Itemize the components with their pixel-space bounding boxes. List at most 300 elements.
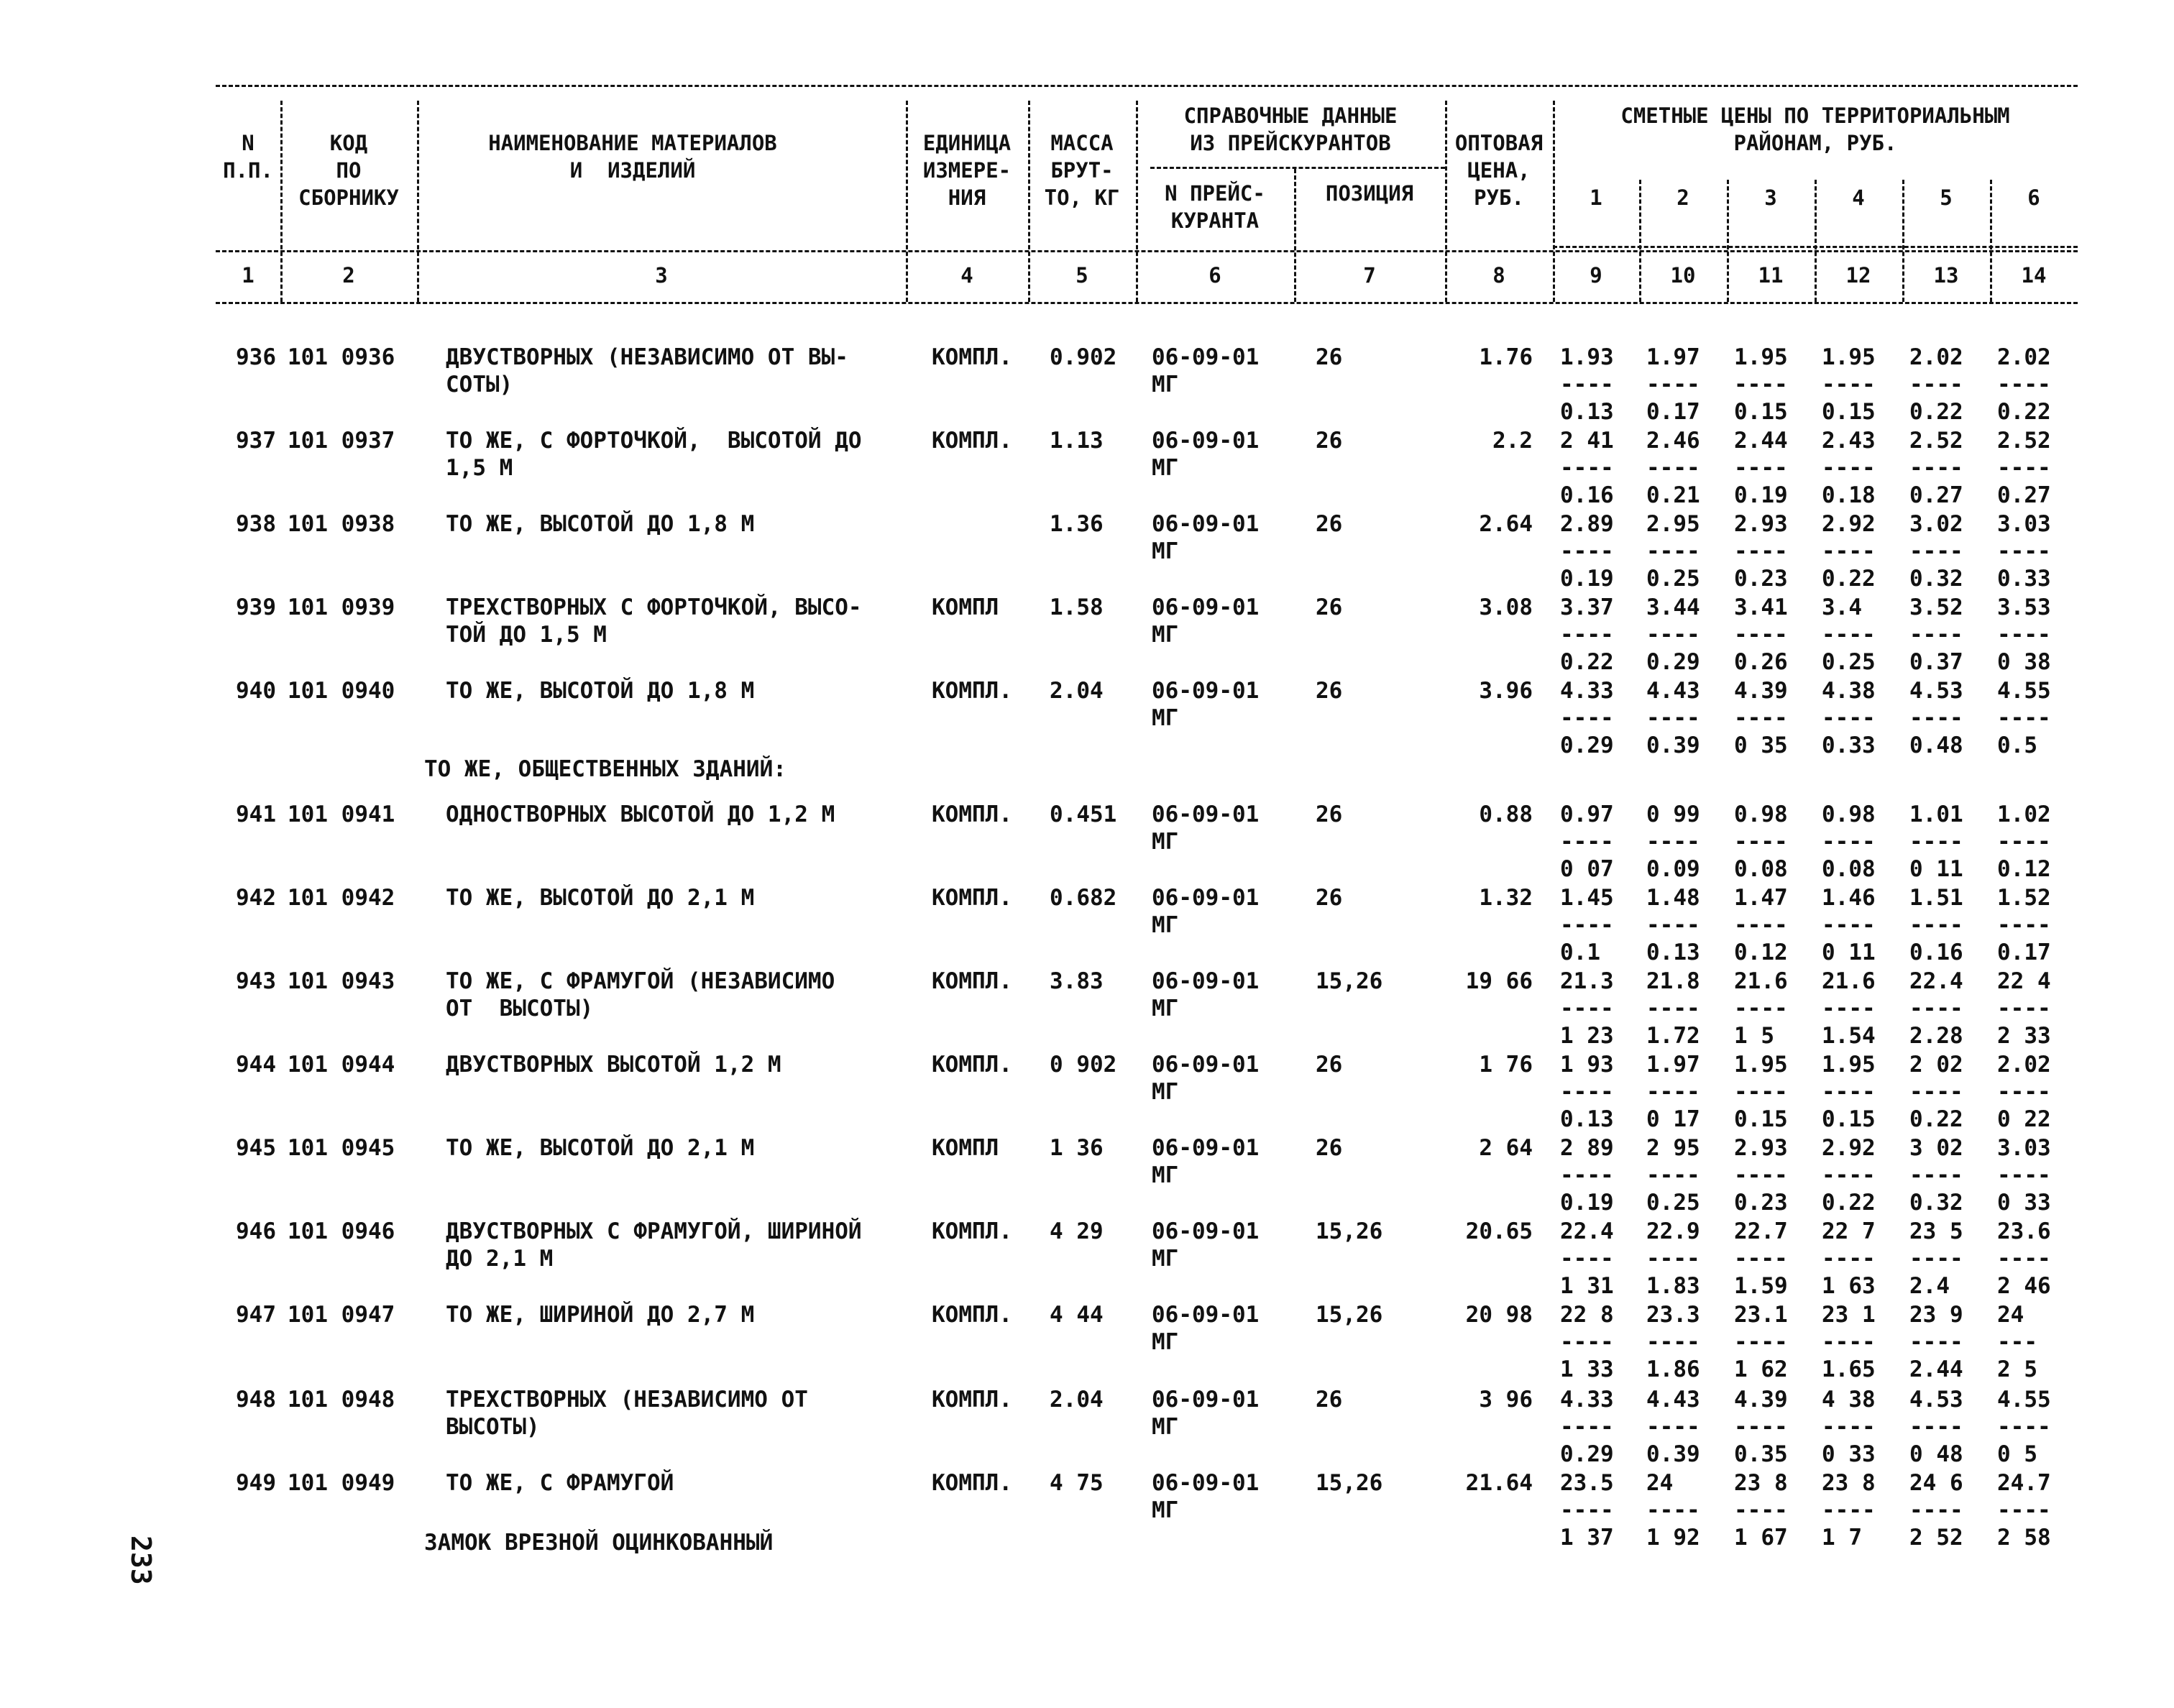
region-price-component: 0 33 xyxy=(1997,1190,2051,1216)
fraction-separator: ---- xyxy=(1734,372,1788,398)
fraction-separator: ---- xyxy=(1822,455,1876,481)
fraction-separator: ---- xyxy=(1560,1414,1614,1440)
fraction-separator: ---- xyxy=(1734,622,1788,648)
fraction-separator: ---- xyxy=(1822,1079,1876,1105)
region-price-component: 0 38 xyxy=(1997,649,2051,675)
fraction-separator: ---- xyxy=(1909,1246,1963,1272)
colnum-6: 6 xyxy=(1208,263,1221,288)
row-number: 948 xyxy=(236,1387,276,1413)
fraction-separator: ---- xyxy=(1822,912,1876,938)
row-position: 26 xyxy=(1316,802,1343,827)
fraction-separator: ---- xyxy=(1646,455,1700,481)
region-price-total: 2 89 xyxy=(1560,1135,1614,1161)
region-price-component: 0 48 xyxy=(1909,1441,1963,1467)
fraction-separator: ---- xyxy=(1734,705,1788,731)
region-price-component: 1.65 xyxy=(1822,1356,1876,1382)
region-price-total: 2.46 xyxy=(1646,428,1700,454)
region-price-component: 0.29 xyxy=(1560,733,1614,758)
fraction-separator: ---- xyxy=(1734,1162,1788,1188)
row-wholesale-price: 0.88 xyxy=(1479,802,1533,827)
header-col-5: МАССА БРУТ- ТО, КГ xyxy=(1044,131,1120,210)
row-pricelist: 06-09-01 xyxy=(1152,1218,1260,1244)
region-price-total: 4.39 xyxy=(1734,678,1788,704)
colnum-2: 2 xyxy=(342,263,355,288)
region-price-component: 0.15 xyxy=(1734,399,1788,425)
header-region-1: 1 xyxy=(1590,185,1602,210)
region-price-total: 3.03 xyxy=(1997,1135,2051,1161)
region-price-total: 23.1 xyxy=(1734,1302,1788,1328)
row-name-line1: ОДНОСТВОРНЫХ ВЫСОТОЙ ДО 1,2 М xyxy=(446,802,835,827)
region-price-component: 0 07 xyxy=(1560,856,1614,882)
fraction-separator: ---- xyxy=(1646,705,1700,731)
row-mass: 1 36 xyxy=(1050,1135,1104,1161)
row-code: 101 0942 xyxy=(288,885,395,911)
row-pricelist: 06-09-01 xyxy=(1152,344,1260,370)
region-price-component: 2 58 xyxy=(1997,1525,2051,1551)
row-name-line2: ВЫСОТЫ) xyxy=(446,1414,540,1440)
region-price-component: 0.1 xyxy=(1560,940,1600,965)
region-price-component: 1 63 xyxy=(1822,1273,1876,1299)
fraction-separator: ---- xyxy=(1560,996,1614,1021)
region-price-component: 0.22 xyxy=(1822,1190,1876,1216)
fraction-separator: ---- xyxy=(1997,1246,2051,1272)
fraction-separator: ---- xyxy=(1909,1497,1963,1523)
row-pricelist-suffix: МГ xyxy=(1152,705,1179,731)
row-number: 943 xyxy=(236,968,276,994)
region-price-component: 2.28 xyxy=(1909,1023,1963,1049)
row-pricelist-suffix: МГ xyxy=(1152,996,1179,1021)
region-price-total: 4.33 xyxy=(1560,1387,1614,1413)
row-position: 26 xyxy=(1316,428,1343,454)
row-wholesale-price: 21.64 xyxy=(1465,1470,1533,1496)
row-mass: 4 29 xyxy=(1050,1218,1104,1244)
region-price-component: 2.44 xyxy=(1909,1356,1963,1382)
fraction-separator: ---- xyxy=(1997,1497,2051,1523)
row-pricelist: 06-09-01 xyxy=(1152,1135,1260,1161)
colnum-7: 7 xyxy=(1363,263,1376,288)
fraction-separator: ---- xyxy=(1909,912,1963,938)
fraction-separator: ---- xyxy=(1997,372,2051,398)
row-mass: 1.58 xyxy=(1050,594,1104,620)
region-price-component: 0.25 xyxy=(1646,566,1700,592)
region-price-component: 0.13 xyxy=(1560,399,1614,425)
region-price-total: 22 4 xyxy=(1997,968,2051,994)
row-position: 26 xyxy=(1316,885,1343,911)
fraction-separator: ---- xyxy=(1560,1329,1614,1355)
fraction-separator: ---- xyxy=(1997,622,2051,648)
fraction-separator: ---- xyxy=(1560,705,1614,731)
region-price-component: 0.16 xyxy=(1909,940,1963,965)
region-price-total: 2.43 xyxy=(1822,428,1876,454)
region-price-component: 1.83 xyxy=(1646,1273,1700,1299)
region-price-component: 1 31 xyxy=(1560,1273,1614,1299)
region-price-component: 0.27 xyxy=(1909,482,1963,508)
row-name-line2: ДО 2,1 М xyxy=(446,1246,554,1272)
row-pricelist-suffix: МГ xyxy=(1152,1162,1179,1188)
region-price-total: 2 95 xyxy=(1646,1135,1700,1161)
fraction-separator: ---- xyxy=(1909,1162,1963,1188)
fraction-separator: ---- xyxy=(1734,912,1788,938)
region-price-component: 0.08 xyxy=(1734,856,1788,882)
row-wholesale-price: 2 64 xyxy=(1479,1135,1533,1161)
region-price-component: 1.59 xyxy=(1734,1273,1788,1299)
row-code: 101 0948 xyxy=(288,1387,395,1413)
fraction-separator: ---- xyxy=(1997,1414,2051,1440)
row-unit: КОМПЛ. xyxy=(932,1470,1012,1496)
region-price-total: 4.33 xyxy=(1560,678,1614,704)
fraction-separator: ---- xyxy=(1734,829,1788,855)
row-code: 101 0936 xyxy=(288,344,395,370)
region-price-total: 22.4 xyxy=(1560,1218,1614,1244)
region-price-total: 1 93 xyxy=(1560,1052,1614,1078)
region-price-component: 0.32 xyxy=(1909,1190,1963,1216)
fraction-separator: ---- xyxy=(1822,705,1876,731)
region-price-total: 0.97 xyxy=(1560,802,1614,827)
colnum-9: 9 xyxy=(1590,263,1602,288)
region-price-component: 1 37 xyxy=(1560,1525,1614,1551)
header-col-6: N ПРЕЙС- КУРАНТА xyxy=(1165,181,1265,233)
region-price-total: 2 41 xyxy=(1560,428,1614,454)
fraction-separator: ---- xyxy=(1734,1329,1788,1355)
row-name-line1: ТО ЖЕ, ВЫСОТОЙ ДО 2,1 М xyxy=(446,885,755,911)
row-unit: КОМПЛ. xyxy=(932,968,1012,994)
row-position: 15,26 xyxy=(1316,1218,1383,1244)
fraction-separator: ---- xyxy=(1822,1162,1876,1188)
region-price-total: 2.52 xyxy=(1997,428,2051,454)
colnum-8: 8 xyxy=(1492,263,1505,288)
region-price-total: 21.3 xyxy=(1560,968,1614,994)
colnum-14: 14 xyxy=(2021,263,2047,288)
row-number: 939 xyxy=(236,594,276,620)
header-region-6: 6 xyxy=(2027,185,2040,210)
fraction-separator: ---- xyxy=(1822,829,1876,855)
region-price-component: 0.22 xyxy=(1997,399,2051,425)
region-price-total: 1.01 xyxy=(1909,802,1963,827)
fraction-separator: ---- xyxy=(1734,996,1788,1021)
colnum-11: 11 xyxy=(1758,263,1784,288)
fraction-separator: ---- xyxy=(1646,1414,1700,1440)
fraction-separator: ---- xyxy=(1560,372,1614,398)
row-mass: 4 44 xyxy=(1050,1302,1104,1328)
region-price-total: 1.95 xyxy=(1822,344,1876,370)
fraction-separator: ---- xyxy=(1909,1329,1963,1355)
region-price-total: 23 1 xyxy=(1822,1302,1876,1328)
row-mass: 0.451 xyxy=(1050,802,1117,827)
fraction-separator: ---- xyxy=(1822,1497,1876,1523)
row-pricelist: 06-09-01 xyxy=(1152,428,1260,454)
row-wholesale-price: 1.32 xyxy=(1479,885,1533,911)
row-mass: 2.04 xyxy=(1050,1387,1104,1413)
fraction-separator: ---- xyxy=(1560,538,1614,564)
row-unit: КОМПЛ. xyxy=(932,1052,1012,1078)
region-price-total: 22.9 xyxy=(1646,1218,1700,1244)
row-code: 101 0947 xyxy=(288,1302,395,1328)
region-price-total: 3.41 xyxy=(1734,594,1788,620)
region-price-total: 4.38 xyxy=(1822,678,1876,704)
region-price-component: 0 22 xyxy=(1997,1106,2051,1132)
row-name-line1: ТО ЖЕ, ВЫСОТОЙ ДО 1,8 М xyxy=(446,511,755,537)
row-mass: 1.13 xyxy=(1050,428,1104,454)
region-price-total: 21.8 xyxy=(1646,968,1700,994)
fraction-separator: ---- xyxy=(1909,1414,1963,1440)
row-position: 26 xyxy=(1316,1135,1343,1161)
row-unit: КОМПЛ. xyxy=(932,1302,1012,1328)
fraction-separator: ---- xyxy=(1734,1246,1788,1272)
row-code: 101 0939 xyxy=(288,594,395,620)
region-price-total: 2.02 xyxy=(1997,344,2051,370)
row-mass: 4 75 xyxy=(1050,1470,1104,1496)
region-price-component: 2.4 xyxy=(1909,1273,1950,1299)
fraction-separator: ---- xyxy=(1646,1329,1700,1355)
row-unit: КОМПЛ xyxy=(932,1135,999,1161)
row-number: 940 xyxy=(236,678,276,704)
region-price-component: 0.19 xyxy=(1560,1190,1614,1216)
region-price-component: 0 17 xyxy=(1646,1106,1700,1132)
section-public-buildings: ТО ЖЕ, ОБЩЕСТВЕННЫХ ЗДАНИЙ: xyxy=(424,756,786,782)
region-price-total: 1.52 xyxy=(1997,885,2051,911)
region-price-component: 0.15 xyxy=(1734,1106,1788,1132)
row-pricelist: 06-09-01 xyxy=(1152,968,1260,994)
region-price-component: 2 33 xyxy=(1997,1023,2051,1049)
row-pricelist: 06-09-01 xyxy=(1152,1302,1260,1328)
region-price-total: 21.6 xyxy=(1822,968,1876,994)
region-price-component: 0.25 xyxy=(1822,649,1876,675)
fraction-separator: ---- xyxy=(1646,622,1700,648)
region-price-component: 0.33 xyxy=(1997,566,2051,592)
region-price-total: 24.7 xyxy=(1997,1470,2051,1496)
region-price-total: 2.93 xyxy=(1734,511,1788,537)
row-pricelist-suffix: МГ xyxy=(1152,1329,1179,1355)
fraction-separator: ---- xyxy=(1646,1162,1700,1188)
region-price-component: 0.26 xyxy=(1734,649,1788,675)
row-wholesale-price: 20.65 xyxy=(1465,1218,1533,1244)
region-price-total: 3.37 xyxy=(1560,594,1614,620)
row-pricelist: 06-09-01 xyxy=(1152,1052,1260,1078)
fraction-separator: ---- xyxy=(1909,705,1963,731)
region-price-total: 2.93 xyxy=(1734,1135,1788,1161)
row-pricelist-suffix: МГ xyxy=(1152,538,1179,564)
fraction-separator: ---- xyxy=(1646,1246,1700,1272)
region-price-total: 1.47 xyxy=(1734,885,1788,911)
row-number: 941 xyxy=(236,802,276,827)
row-position: 15,26 xyxy=(1316,968,1383,994)
region-price-total: 1.95 xyxy=(1822,1052,1876,1078)
header-col-6-7: СПРАВОЧНЫЕ ДАННЫЕ ИЗ ПРЕЙСКУРАНТОВ xyxy=(1183,104,1398,155)
region-price-component: 0.23 xyxy=(1734,1190,1788,1216)
row-code: 101 0943 xyxy=(288,968,395,994)
row-name-line1: ДВУСТВОРНЫХ С ФРАМУГОЙ, ШИРИНОЙ xyxy=(446,1218,862,1244)
fraction-separator: ---- xyxy=(1646,372,1700,398)
row-code: 101 0937 xyxy=(288,428,395,454)
region-price-total: 1.02 xyxy=(1997,802,2051,827)
region-price-component: 0.39 xyxy=(1646,1441,1700,1467)
region-price-total: 4.43 xyxy=(1646,1387,1700,1413)
header-col-7: ПОЗИЦИЯ xyxy=(1325,181,1414,206)
header-mid-rule-67 xyxy=(1150,167,1445,169)
fraction-separator: ---- xyxy=(1822,1246,1876,1272)
region-price-component: 0.17 xyxy=(1997,940,2051,965)
header-col-9-14: СМЕТНЫЕ ЦЕНЫ ПО ТЕРРИТОРИАЛЬНЫМ РАЙОНАМ, РУБ. xyxy=(1620,104,2010,155)
region-price-total: 2.92 xyxy=(1822,511,1876,537)
row-pricelist: 06-09-01 xyxy=(1152,1470,1260,1496)
region-price-total: 4.53 xyxy=(1909,1387,1963,1413)
region-price-total: 3.44 xyxy=(1646,594,1700,620)
fraction-separator: ---- xyxy=(1734,1497,1788,1523)
row-wholesale-price: 2.2 xyxy=(1492,428,1533,454)
region-price-component: 0.13 xyxy=(1646,940,1700,965)
row-code: 101 0944 xyxy=(288,1052,395,1078)
fraction-separator: ---- xyxy=(1909,622,1963,648)
region-price-component: 1 7 xyxy=(1822,1525,1862,1551)
fraction-separator: ---- xyxy=(1997,705,2051,731)
region-price-total: 3.4 xyxy=(1822,594,1862,620)
section-lock: ЗАМОК ВРЕЗНОЙ ОЦИНКОВАННЫЙ xyxy=(424,1530,774,1556)
fraction-separator: ---- xyxy=(1997,996,2051,1021)
header-col-3: НАИМЕНОВАНИЕ МАТЕРИАЛОВ И ИЗДЕЛИЙ xyxy=(488,131,777,183)
fraction-separator: ---- xyxy=(1822,622,1876,648)
region-price-total: 2 02 xyxy=(1909,1052,1963,1078)
region-price-total: 1.46 xyxy=(1822,885,1876,911)
row-pricelist: 06-09-01 xyxy=(1152,885,1260,911)
row-pricelist-suffix: МГ xyxy=(1152,912,1179,938)
region-price-total: 1.95 xyxy=(1734,344,1788,370)
header-col-8: ОПТОВАЯ ЦЕНА, РУБ. xyxy=(1454,131,1544,210)
row-code: 101 0938 xyxy=(288,511,395,537)
region-price-component: 0.22 xyxy=(1560,649,1614,675)
region-price-total: 2.02 xyxy=(1909,344,1963,370)
row-number: 937 xyxy=(236,428,276,454)
region-price-component: 1.54 xyxy=(1822,1023,1876,1049)
fraction-separator: ---- xyxy=(1909,1079,1963,1105)
region-price-component: 0.19 xyxy=(1560,566,1614,592)
fraction-separator: ---- xyxy=(1560,622,1614,648)
region-price-total: 0.98 xyxy=(1734,802,1788,827)
colnum-3: 3 xyxy=(655,263,668,288)
fraction-separator: ---- xyxy=(1560,455,1614,481)
region-price-component: 1 92 xyxy=(1646,1525,1700,1551)
region-price-component: 0.09 xyxy=(1646,856,1700,882)
row-pricelist-suffix: МГ xyxy=(1152,622,1179,648)
row-code: 101 0940 xyxy=(288,678,395,704)
row-pricelist: 06-09-01 xyxy=(1152,594,1260,620)
fraction-separator: ---- xyxy=(1822,538,1876,564)
header-top-rule xyxy=(216,85,2078,87)
row-wholesale-price: 1.76 xyxy=(1479,344,1533,370)
region-price-component: 0.21 xyxy=(1646,482,1700,508)
row-wholesale-price: 3.08 xyxy=(1479,594,1533,620)
row-number: 946 xyxy=(236,1218,276,1244)
row-name-line1: ТО ЖЕ, С ФРАМУГОЙ (НЕЗАВИСИМО xyxy=(446,968,835,994)
row-unit: КОМПЛ. xyxy=(932,885,1012,911)
row-pricelist-suffix: МГ xyxy=(1152,372,1179,398)
region-price-total: 21.6 xyxy=(1734,968,1788,994)
region-price-total: 23.6 xyxy=(1997,1218,2051,1244)
row-position: 26 xyxy=(1316,1052,1343,1078)
region-price-component: 0.48 xyxy=(1909,733,1963,758)
row-wholesale-price: 3 96 xyxy=(1479,1387,1533,1413)
row-name-line2: 1,5 М xyxy=(446,455,513,481)
fraction-separator: ---- xyxy=(1646,1079,1700,1105)
fraction-separator: ---- xyxy=(1734,538,1788,564)
region-price-component: 0 33 xyxy=(1822,1441,1876,1467)
fraction-separator: ---- xyxy=(1997,1079,2051,1105)
row-name-line1: ТО ЖЕ, ВЫСОТОЙ ДО 1,8 М xyxy=(446,678,755,704)
region-price-component: 0.37 xyxy=(1909,649,1963,675)
region-price-total: 1.97 xyxy=(1646,1052,1700,1078)
row-mass: 3.83 xyxy=(1050,968,1104,994)
colnum-1: 1 xyxy=(242,263,254,288)
fraction-separator: ---- xyxy=(1646,829,1700,855)
fraction-separator: ---- xyxy=(1734,1079,1788,1105)
row-number: 949 xyxy=(236,1470,276,1496)
region-price-total: 1.45 xyxy=(1560,885,1614,911)
colnum-12: 12 xyxy=(1845,263,1871,288)
row-name-line2: ОТ ВЫСОТЫ) xyxy=(446,996,594,1021)
row-unit: КОМПЛ. xyxy=(932,428,1012,454)
region-price-total: 1.97 xyxy=(1646,344,1700,370)
region-price-component: 0.22 xyxy=(1909,1106,1963,1132)
row-name-line2: СОТЫ) xyxy=(446,372,513,398)
colnum-13: 13 xyxy=(1933,263,1959,288)
region-price-component: 0.19 xyxy=(1734,482,1788,508)
row-unit: КОМПЛ. xyxy=(932,678,1012,704)
fraction-separator: ---- xyxy=(1822,372,1876,398)
row-wholesale-price: 2.64 xyxy=(1479,511,1533,537)
region-price-total: 24 xyxy=(1997,1302,2024,1328)
region-price-component: 0 35 xyxy=(1734,733,1788,758)
row-position: 26 xyxy=(1316,594,1343,620)
fraction-separator: ---- xyxy=(1997,1162,2051,1188)
row-pricelist: 06-09-01 xyxy=(1152,1387,1260,1413)
row-name-line1: ТРЕХСТВОРНЫХ (НЕЗАВИСИМО ОТ xyxy=(446,1387,808,1413)
colnum-4: 4 xyxy=(960,263,973,288)
document-page xyxy=(216,79,2085,1661)
page-number: 233 xyxy=(125,1535,157,1585)
region-price-component: 0.15 xyxy=(1822,1106,1876,1132)
region-price-total: 23 8 xyxy=(1822,1470,1876,1496)
fraction-separator: ---- xyxy=(1909,372,1963,398)
row-pricelist-suffix: МГ xyxy=(1152,1497,1179,1523)
region-price-total: 22.7 xyxy=(1734,1218,1788,1244)
row-unit: КОМПЛ. xyxy=(932,344,1012,370)
region-price-total: 4.53 xyxy=(1909,678,1963,704)
region-price-total: 2.95 xyxy=(1646,511,1700,537)
row-pricelist: 06-09-01 xyxy=(1152,802,1260,827)
row-wholesale-price: 19 66 xyxy=(1465,968,1533,994)
region-price-component: 0.5 xyxy=(1997,733,2037,758)
row-pricelist: 06-09-01 xyxy=(1152,678,1260,704)
region-price-component: 1.72 xyxy=(1646,1023,1700,1049)
region-price-total: 4.43 xyxy=(1646,678,1700,704)
region-price-component: 0.25 xyxy=(1646,1190,1700,1216)
region-price-total: 2.52 xyxy=(1909,428,1963,454)
row-name-line1: ТО ЖЕ, ВЫСОТОЙ ДО 2,1 М xyxy=(446,1135,755,1161)
region-price-total: 22 7 xyxy=(1822,1218,1876,1244)
region-price-total: 22.4 xyxy=(1909,968,1963,994)
row-pricelist-suffix: МГ xyxy=(1152,455,1179,481)
header-end-rule xyxy=(216,302,2078,304)
fraction-separator: ---- xyxy=(1997,912,2051,938)
region-price-total: 3.53 xyxy=(1997,594,2051,620)
region-price-component: 0 5 xyxy=(1997,1441,2037,1467)
row-code: 101 0949 xyxy=(288,1470,395,1496)
region-price-total: 1.93 xyxy=(1560,344,1614,370)
fraction-separator: ---- xyxy=(1822,1414,1876,1440)
region-price-component: 0.12 xyxy=(1734,940,1788,965)
header-col-2: КОД ПО СБОРНИКУ xyxy=(298,131,399,210)
row-name-line1: ДВУСТВОРНЫХ ВЫСОТОЙ 1,2 М xyxy=(446,1052,781,1078)
region-price-component: 0.27 xyxy=(1997,482,2051,508)
